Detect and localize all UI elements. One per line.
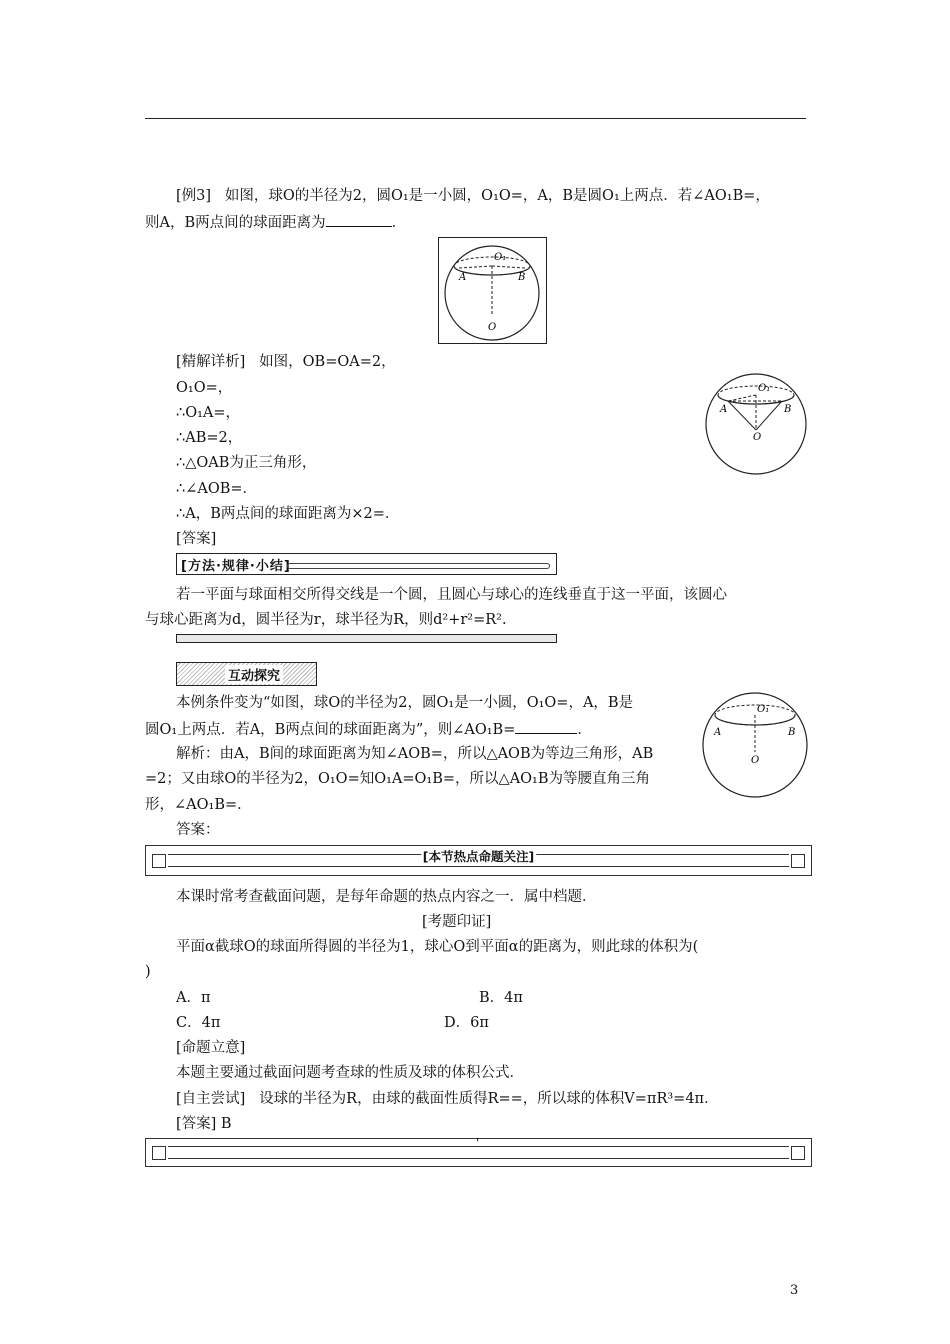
label-b: B [518, 272, 526, 283]
bottom-frame [145, 1138, 812, 1167]
try-label: [自主尝试] [176, 1091, 246, 1107]
question-line-2: ) [145, 964, 151, 980]
frame-corner-left [152, 854, 166, 868]
method-bar-decoration [287, 563, 550, 569]
method-line-2: 与球心距离为d，圆半径为r，球半径为R，则d²+r²=R². [145, 612, 507, 628]
frame-line-bottom [168, 866, 789, 867]
example-line-1: [例3] 如图，球O的半径为2，圆O₁是一小圆，O₁O=，A，B是圆O₁上两点．若∠AO₁B=， [176, 188, 770, 204]
option-d[interactable]: D．6π [444, 1015, 489, 1031]
label-o: O [488, 322, 497, 333]
try-line: [自主尝试] 设球的半径为R，由球的截面性质得R==，所以球的体积V=πR³=4π． [176, 1091, 719, 1107]
example-label: [例3] [176, 188, 212, 204]
label-b: B [784, 404, 792, 415]
hot-topic-title: [本节热点命题关注] [422, 849, 535, 864]
explore-line-1: 本例条件变为“如图，球O的半径为2，圆O₁是一小圆，O₁O=，A，B是 [176, 695, 634, 711]
explore-line-5: 形，∠AO₁B=． [145, 797, 252, 813]
method-end-bar [176, 634, 557, 643]
option-a[interactable]: A．π [176, 990, 211, 1006]
label-a: A [714, 727, 722, 738]
label-o1: O₁ [758, 383, 771, 394]
hot-intro: 本课时常考查截面问题，是每年命题的热点内容之一．属中档题． [176, 889, 597, 905]
option-b[interactable]: B．4π [479, 990, 523, 1006]
footer-mark: ' [476, 1136, 480, 1150]
hot-topic-frame [145, 845, 812, 876]
explore-banner [176, 662, 317, 686]
sphere-figure-2 [702, 370, 810, 478]
solution-line-1: [精解详析] 如图，OB=OA=2， [176, 354, 396, 370]
intent-label: [命题立意] [176, 1040, 246, 1056]
method-summary-bar [176, 553, 557, 575]
label-o1: O₁ [494, 252, 507, 263]
evidence-label: [考题印证] [422, 914, 492, 930]
example-line-2: 则A，B两点间的球面距离为 ． [145, 212, 406, 233]
explore-line-4: =2；又由球O的半径为2，O₁O=知O₁A=O₁B=，所以△AO₁B为等腰直角三角 [145, 771, 651, 787]
method-summary-title: [方法·规律·小结] [181, 559, 291, 574]
frame-corner-left [152, 1146, 166, 1160]
explore-line-3: 解析：由A，B间的球面距离为知∠AOB=，所以△AOB为等边三角形，AB [176, 746, 654, 762]
solution-answer-label: [答案] [176, 531, 217, 547]
solution-line-4: ∴AB=2， [176, 430, 243, 446]
label-o: O [751, 755, 760, 766]
explore-line-2: 圆O₁上两点．若A，B两点间的球面距离为”，则∠AO₁B= ． [145, 719, 592, 740]
frame-corner-right [791, 1146, 805, 1160]
question-line-1: 平面α截球O的球面所得圆的半径为1，球心O到平面α的距离为，则此球的体积为( [176, 939, 699, 955]
label-a: A [459, 272, 467, 283]
frame-line-bottom [168, 1158, 789, 1159]
final-answer: [答案] B [176, 1116, 232, 1132]
explore-title: 互动探究 [225, 665, 283, 684]
solution-line-3: ∴O₁A=， [176, 405, 241, 421]
sphere-figure-3 [700, 690, 810, 800]
label-o1: O₁ [757, 704, 770, 715]
frame-corner-right [791, 854, 805, 868]
explore-answer: 答案： [176, 822, 220, 838]
label-b: B [788, 727, 796, 738]
solution-line-6: ∴∠AOB=． [176, 481, 258, 497]
option-c[interactable]: C．4π [176, 1015, 221, 1031]
label-a: A [720, 404, 728, 415]
sphere-diagram [439, 238, 546, 343]
explore-answer-blank[interactable] [515, 719, 577, 734]
sphere-figure-1 [438, 237, 547, 344]
answer-blank[interactable] [326, 212, 392, 227]
method-line-1: 若一平面与球面相交所得交线是一个圆，且圆心与球心的连线垂直于这一平面，该圆心 [176, 587, 727, 603]
solution-line-5: ∴△OAB为正三角形， [176, 455, 317, 471]
page-number: 3 [790, 1283, 799, 1298]
intent-text: 本题主要通过截面问题考查球的性质及球的体积公式． [176, 1065, 524, 1081]
header-rule [145, 118, 806, 119]
solution-line-7: ∴A，B两点间的球面距离为×2=． [176, 506, 400, 522]
solution-label: [精解详析] [176, 354, 246, 370]
solution-line-2: O₁O=， [176, 380, 233, 396]
label-o: O [753, 432, 762, 443]
